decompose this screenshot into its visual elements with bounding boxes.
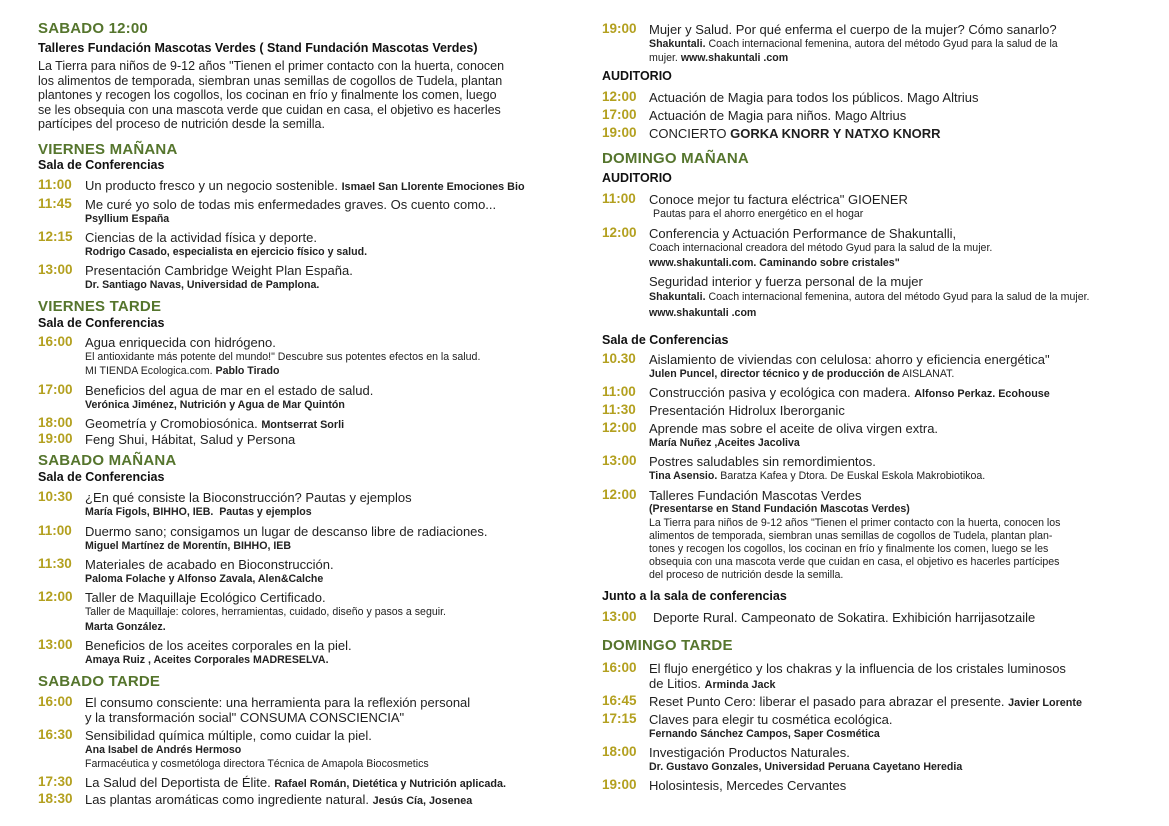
time-label: 12:00 xyxy=(602,225,637,240)
event-title: Mujer y Salud. Por qué enferma el cuerpo de la mujer? Cómo sanarlo? xyxy=(649,22,1057,37)
event-title: Presentación Hidrolux Iberorganic xyxy=(649,403,845,418)
section-heading: SABADO TARDE xyxy=(38,673,161,690)
event-description: mujer. www.shakuntali .com xyxy=(649,52,789,64)
subheading: AUDITORIO xyxy=(602,69,672,83)
time-label: 10.30 xyxy=(602,351,636,366)
event-item: Reset Punto Cero: liberar el pasado para abrazar el presente. Javier Lorente xyxy=(649,694,1082,709)
time-label: 16:30 xyxy=(38,727,73,742)
section-heading: VIERNES MAÑANA xyxy=(38,141,178,158)
event-title: Duermo sano; consigamos un lugar de descanso libre de radiaciones. xyxy=(85,524,488,539)
event-title: Holosintesis, Mercedes Cervantes xyxy=(649,778,847,793)
time-label: 13:00 xyxy=(602,609,637,624)
speaker-name: María Nuñez ,Aceites Jacoliva xyxy=(649,437,800,449)
event-title: El consumo consciente: una herramienta para la reflexión personal xyxy=(85,695,471,710)
event-description: Taller de Maquillaje: colores, herramientas, cuidado, diseño y pasos a seguir. xyxy=(85,606,446,618)
time-label: 16:00 xyxy=(38,334,73,349)
speaker-name: Dr. Santiago Navas, Universidad de Pamplona. xyxy=(85,279,320,291)
section-heading: DOMINGO MAÑANA xyxy=(602,150,749,167)
event-title: Me curé yo solo de todas mis enfermedades graves. Os cuento como... xyxy=(85,197,497,212)
event-title: Claves para elegir tu cosmética ecológica. xyxy=(649,712,893,727)
time-label: 19:00 xyxy=(38,431,73,446)
time-label: 11:45 xyxy=(38,196,72,211)
subheading: Junto a la sala de conferencias xyxy=(602,589,787,603)
description-paragraph: La Tierra para niños de 9-12 años "Tienen el primer contacto con la huerta, conocen los alimentos de temporada, siembran unas semillas de cogollos de Tudela, plantan plantones y recogen los cogollos, los cocinan en frío y finalmente los comen, luego se les obsequia con una mascota verde que cuidan en casa, el objetivo es hacerles partícipes del proceso de nutrición desde la semilla. xyxy=(38,59,505,132)
event-title: Actuación de Magia para niños. Mago Altrius xyxy=(649,108,907,123)
event-title: Aislamiento de viviendas con celulosa: ahorro y eficiencia energética" xyxy=(649,352,1050,367)
event-title: Postres saludables sin remordimientos. xyxy=(649,454,876,469)
speaker-name: (Presentarse en Stand Fundación Mascotas Verdes) xyxy=(649,503,910,515)
event-title: Materiales de acabado en Bioconstrucción. xyxy=(85,557,334,572)
event-title: Sensibilidad química múltiple, como cuidar la piel. xyxy=(85,728,372,743)
event-title: Talleres Fundación Mascotas Verdes xyxy=(649,488,862,503)
time-label: 11:30 xyxy=(38,556,72,571)
time-label: 17:30 xyxy=(38,774,73,789)
subheading: Sala de Conferencias xyxy=(602,333,729,347)
speaker-name: Psyllium España xyxy=(85,213,170,225)
event-title: Seguridad interior y fuerza personal de la mujer xyxy=(649,274,923,289)
time-label: 13:00 xyxy=(38,637,73,652)
time-label: 12:00 xyxy=(602,89,637,104)
section-heading: SABADO 12:00 xyxy=(38,20,148,37)
event-description: El antioxidante más potente del mundo!" Descubre sus potentes efectos en la salud. xyxy=(85,351,481,363)
time-label: 13:00 xyxy=(602,453,637,468)
time-label: 11:00 xyxy=(38,523,72,538)
time-label: 10:30 xyxy=(38,489,73,504)
time-label: 17:00 xyxy=(602,107,637,122)
time-label: 18:00 xyxy=(38,415,73,430)
subheading: Talleres Fundación Mascotas Verdes ( Stand Fundación Mascotas Verdes) xyxy=(38,41,478,55)
time-label: 16:00 xyxy=(602,660,637,675)
time-label: 16:00 xyxy=(38,694,73,709)
event-title: Conoce mejor tu factura eléctrica" GIOENER xyxy=(649,192,908,207)
event-description: Shakuntali. Coach internacional femenina, autora del método Gyud para la salud de la xyxy=(649,38,1058,50)
event-description: Coach internacional creadora del método Gyud para la salud de la mujer. xyxy=(649,242,993,254)
event-title: Agua enriquecida con hidrógeno. xyxy=(85,335,276,350)
speaker-name: Marta González. xyxy=(85,621,166,633)
time-label: 11:00 xyxy=(38,177,72,192)
section-heading: VIERNES TARDE xyxy=(38,298,162,315)
speaker-name: Dr. Gustavo Gonzales, Universidad Peruana Cayetano Heredia xyxy=(649,761,963,773)
subheading: AUDITORIO xyxy=(602,171,672,185)
time-label: 11:00 xyxy=(602,191,636,206)
event-title: Investigación Productos Naturales. xyxy=(649,745,850,760)
event-title: El flujo energético y los chakras y la influencia de los cristales luminosos xyxy=(649,661,1066,676)
description-paragraph: La Tierra para niños de 9-12 años "Tienen el primer contacto con la huerta, conocen los alimentos de temporada, siembran unas semillas de cogollos de Tudela, plantan plan- tones y recogen los cogollos, los cocinan en frío y finalmente los comen, luego se les obsequia con una mascota verde que cuidan en casa, el objetivo es hacerles partícipes del proceso de nutrición desde la semilla. xyxy=(649,517,1061,581)
event-item: Un producto fresco y un negocio sostenible. Ismael San Llorente Emociones Bio xyxy=(85,178,525,193)
subheading: Sala de Conferencias xyxy=(38,316,165,330)
time-label: 16:45 xyxy=(602,693,637,708)
time-label: 19:00 xyxy=(602,21,637,36)
event-title: Aprende mas sobre el aceite de oliva virgen extra. xyxy=(649,421,939,436)
speaker-name: Fernando Sánchez Campos, Saper Cosmética xyxy=(649,728,880,740)
time-label: 12:00 xyxy=(38,589,73,604)
time-label: 19:00 xyxy=(602,777,637,792)
event-title: Conferencia y Actuación Performance de Shakuntalli, xyxy=(649,226,957,241)
event-title: Beneficios de los aceites corporales en la piel. xyxy=(85,638,352,653)
event-description: Farmacéutica y cosmetóloga directora Técnica de Amapola Biocosmetics xyxy=(85,758,429,770)
subheading: Sala de Conferencias xyxy=(38,470,165,484)
speaker-name: Miguel Martínez de Morentín, BIHHO, IEB xyxy=(85,540,291,552)
website-text: www.shakuntali.com. Caminando sobre cristales" xyxy=(649,257,900,269)
section-heading: DOMINGO TARDE xyxy=(602,637,733,654)
speaker-name: Rodrigo Casado, especialista en ejercicio físico y salud. xyxy=(85,246,368,258)
event-title: Deporte Rural. Campeonato de Sokatira. Exhibición harrijasotzaile xyxy=(653,610,1036,625)
speaker-name: Ana Isabel de Andrés Hermoso xyxy=(85,744,242,756)
time-label: 18:30 xyxy=(38,791,73,806)
section-heading: SABADO MAÑANA xyxy=(38,452,177,469)
event-title: y la transformación social" CONSUMA CONSCIENCIA" xyxy=(85,710,405,725)
event-title: Taller de Maquillaje Ecológico Certificado. xyxy=(85,590,326,605)
time-label: 12:00 xyxy=(602,487,637,502)
time-label: 19:00 xyxy=(602,125,637,140)
website-text: www.shakuntali .com xyxy=(649,307,757,319)
event-description: MI TIENDA Ecologica.com. Pablo Tirado xyxy=(85,365,280,377)
time-label: 11:30 xyxy=(602,402,636,417)
speaker-name: Paloma Folache y Alfonso Zavala, Alen&Calche xyxy=(85,573,324,585)
event-item: Geometría y Cromobiosónica. Montserrat Sorli xyxy=(85,416,345,431)
event-description: Shakuntali. Coach internacional femenina, autora del método Gyud para la salud de la mujer. xyxy=(649,291,1090,303)
event-item: La Salud del Deportista de Élite. Rafael Román, Dietética y Nutrición aplicada. xyxy=(85,775,506,790)
time-label: 12:00 xyxy=(602,420,637,435)
event-title: Presentación Cambridge Weight Plan España. xyxy=(85,263,353,278)
time-label: 12:15 xyxy=(38,229,73,244)
time-label: 17:15 xyxy=(602,711,637,726)
event-title: ¿En qué consiste la Bioconstrucción? Pautas y ejemplos xyxy=(85,490,412,505)
event-item: Las plantas aromáticas como ingrediente natural. Jesús Cía, Josenea xyxy=(85,792,473,807)
event-item: de Litios. Arminda Jack xyxy=(649,676,776,691)
speaker-name: Tina Asensio. Baratza Kafea y Dtora. De Euskal Eskola Makrobiotikoa. xyxy=(649,470,986,482)
event-title: Ciencias de la actividad física y deporte. xyxy=(85,230,317,245)
speaker-name: Verónica Jiménez, Nutrición y Agua de Mar Quintón xyxy=(85,399,345,411)
speaker-name: Julen Puncel, director técnico y de producción de AISLANAT. xyxy=(649,368,955,380)
event-description: Pautas para el ahorro energético en el hogar xyxy=(653,208,864,220)
speaker-name: María Figols, BIHHO, IEB. Pautas y ejemplos xyxy=(85,506,312,518)
time-label: 17:00 xyxy=(38,382,73,397)
time-label: 18:00 xyxy=(602,744,637,759)
subheading: Sala de Conferencias xyxy=(38,158,165,172)
event-item: CONCIERTO GORKA KNORR Y NATXO KNORR xyxy=(649,126,941,141)
event-item: Construcción pasiva y ecológica con madera. Alfonso Perkaz. Ecohouse xyxy=(649,385,1050,400)
time-label: 11:00 xyxy=(602,384,636,399)
event-title: Feng Shui, Hábitat, Salud y Persona xyxy=(85,432,296,447)
event-title: Beneficios del agua de mar en el estado de salud. xyxy=(85,383,374,398)
event-title: Actuación de Magia para todos los públicos. Mago Altrius xyxy=(649,90,979,105)
time-label: 13:00 xyxy=(38,262,73,277)
speaker-name: Amaya Ruiz , Aceites Corporales MADRESELVA. xyxy=(85,654,329,666)
